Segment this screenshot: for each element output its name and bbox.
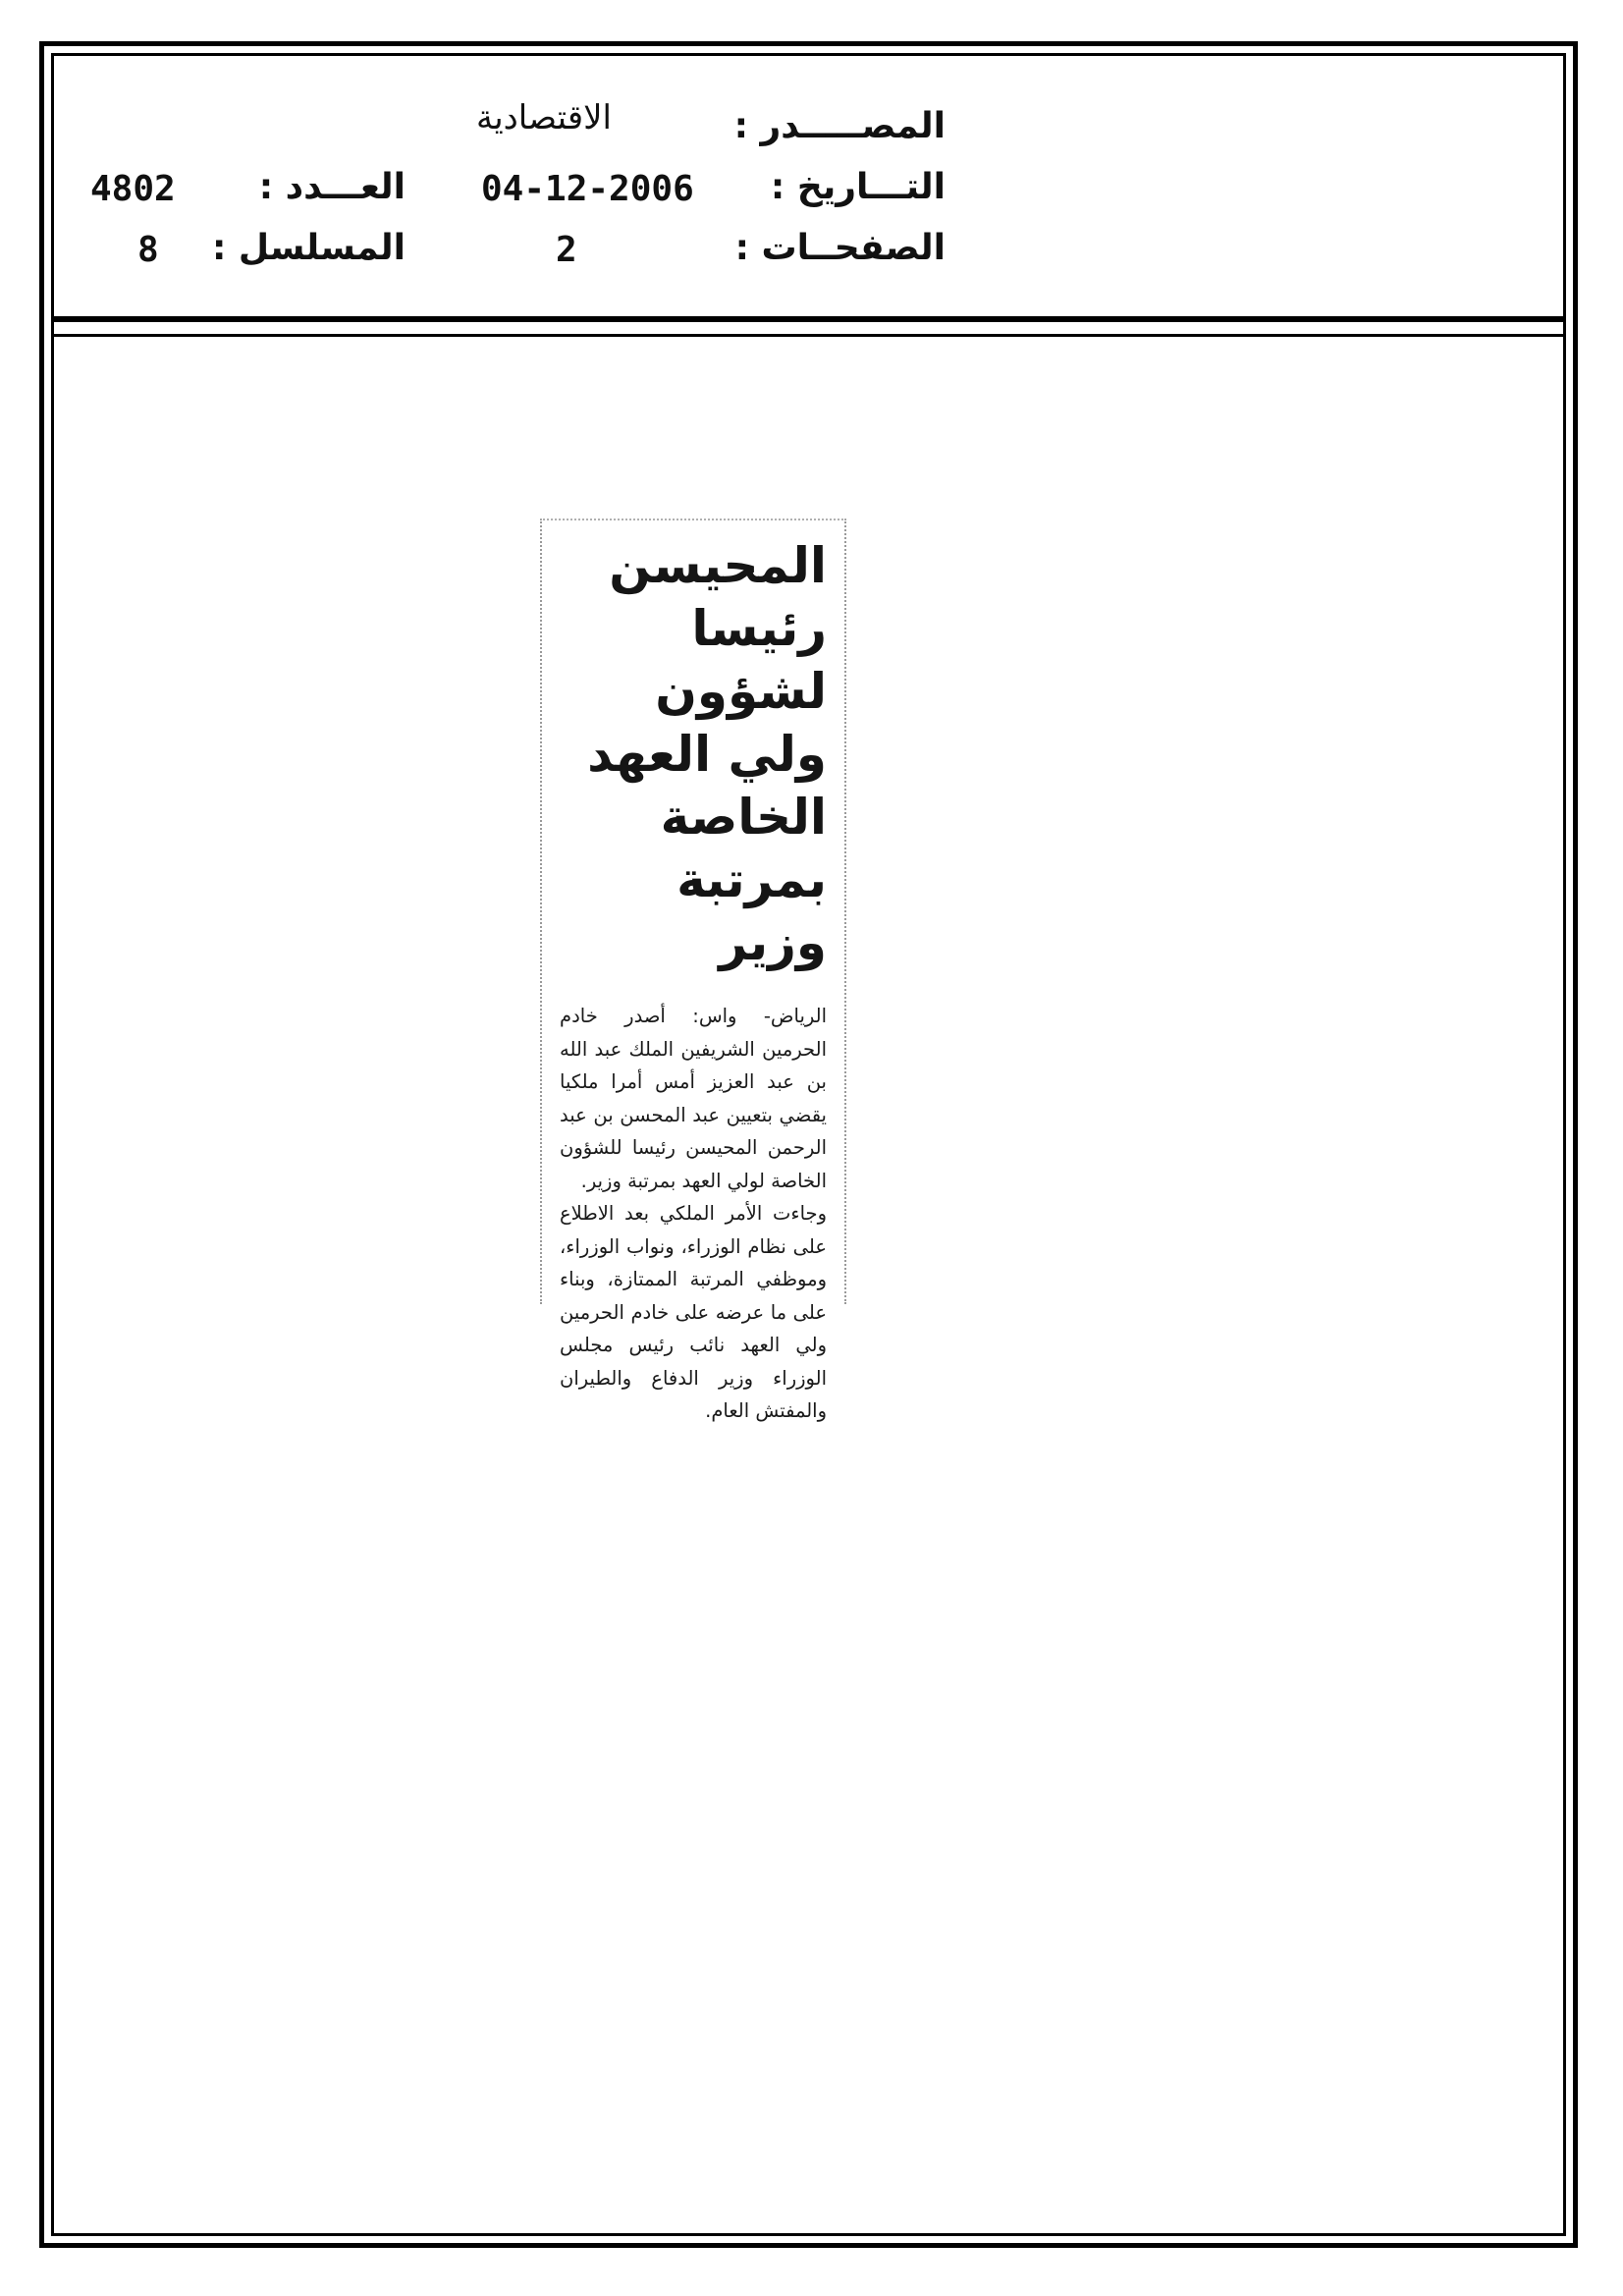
clipping-headline: المحيسن رئيسا لشؤون ولي العهد الخاصة بمرتبة وزير (587, 537, 827, 971)
clipping-paragraph-2: وجاءت الأمر الملكي بعد الاطلاع على نظام الوزراء، ونواب الوزراء، وموظفي المرتبة الممتازة، وبناء على ما عرضه على خادم الحرمين ولي العهد نائب رئيس مجلس الوزراء وزير الدفاع والطيران والمفتش العام. (560, 1202, 827, 1422)
date-label: التـــاريخ : (770, 167, 946, 207)
clipping-body (560, 1000, 827, 1428)
pages-label: الصفحــات : (734, 228, 946, 268)
source-label: المصـــــدر : (733, 106, 946, 146)
header-divider-thick (51, 316, 1566, 322)
source-value: الاقتصادية (475, 98, 612, 137)
issue-label: العـــدد : (258, 167, 406, 207)
serial-value: 8 (137, 230, 159, 270)
pages-value: 2 (556, 230, 577, 270)
serial-label: المسلسل : (211, 228, 406, 268)
newspaper-clipping (540, 519, 846, 1422)
issue-value: 4802 (90, 169, 176, 209)
clipping-paragraph-1: الرياض- واس: أصدر خادم الحرمين الشريفين الملك عبد الله بن عبد العزيز أمس أمرا ملكيا يقضي بتعيين عبد المحسن بن عبد الرحمن المحيسن رئيسا للشؤون الخاصة لولي العهد بمرتبة وزير. (560, 1005, 827, 1192)
date-value: 04-12-2006 (481, 169, 694, 209)
header-divider-thin (51, 334, 1566, 337)
